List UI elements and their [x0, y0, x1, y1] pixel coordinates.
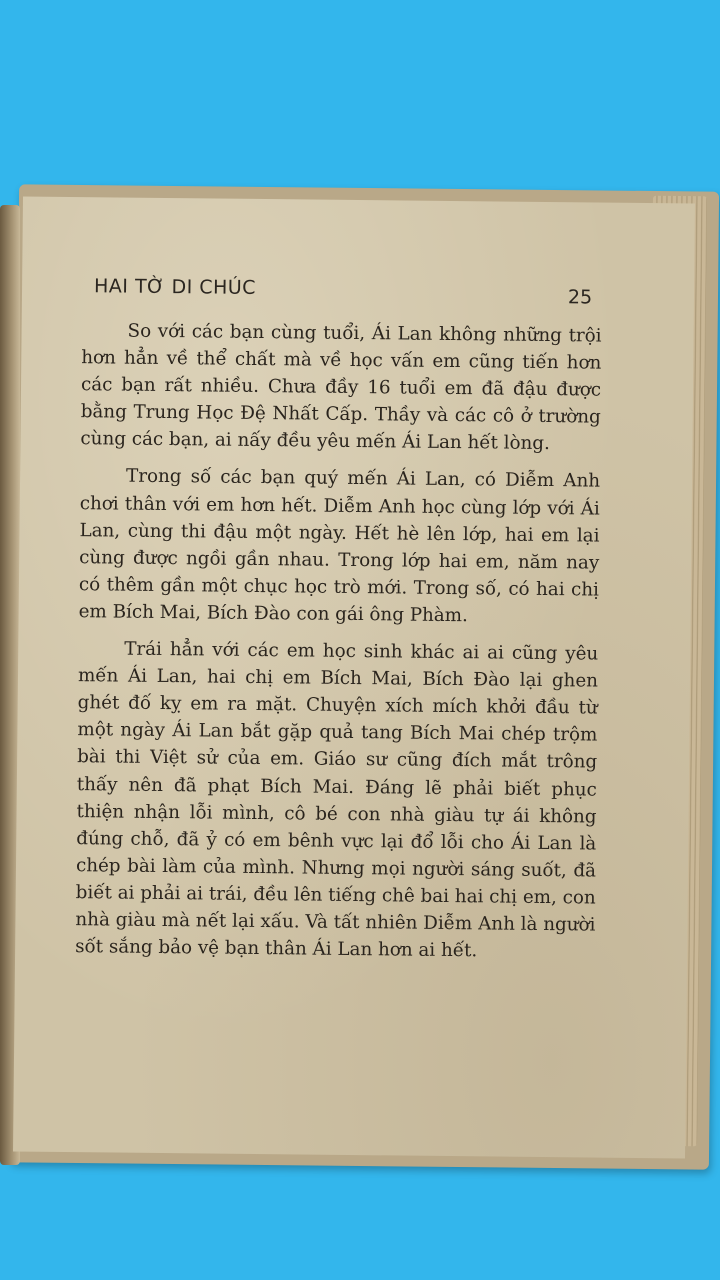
paragraph: So với các bạn cùng tuổi, Ái Lan không những trội hơn hẳn về thể chất mà về học vấn em cũng tiến hơn các bạn rất nhiều. Chưa đầy 16 tuổi em đã đậu được bằng Trung Học Đệ Nhất Cấp. Thầy và các cô ở trường cùng các bạn, ai nấy đều yêu mến Ái Lan hết lòng.: [80, 320, 602, 455]
page-number: 25: [567, 286, 593, 309]
body-text: [75, 317, 602, 976]
paragraph: Trong số các bạn quý mến Ái Lan, có Diễm Anh chơi thân với em hơn hết. Diễm Anh học cùng lớp với Ái Lan, cùng thi đậu một ngày. Hết hè lên lớp, hai em lại cùng được ngồi gần nhau. Trong lớp hai em, năm nay có thêm gần một chục học trò mới. Trong số, có hai chị em Bích Mai, Bích Đào con gái ông Phàm.: [78, 466, 601, 627]
book-page: [13, 197, 695, 1159]
running-header: HAI TỜ DI CHÚC: [93, 275, 257, 299]
paragraph: Trái hẳn với các em học sinh khác ai ai cũng yêu mến Ái Lan, hai chị em Bích Mai, Bích Đào lại ghen ghét đố kỵ em ra mặt. Chuyện xích mích khởi đầu từ một ngày Ái Lan bắt gặp quả tang Bích Mai chép trộm bài thi Việt sử của em. Giáo sư cũng đích mắt trông thấy nên đã phạt Bích Mai. Đáng lẽ phải biết phục thiện nhận lỗi mình, cô bé con nhà giàu tự ái không đúng chỗ, đã ỷ có em bênh vực lại đổ lỗi cho Ái Lan là chép bài làm của mình. Nhưng mọi người sáng suốt, đã biết ai phải ai trái, đều lên tiếng chê bai hai chị em, con nhà giàu mà nết lại xấu. Và tất nhiên Diễm Anh là người sốt sắng bảo vệ bạn thân Ái Lan hơn ai hết.: [75, 638, 599, 962]
